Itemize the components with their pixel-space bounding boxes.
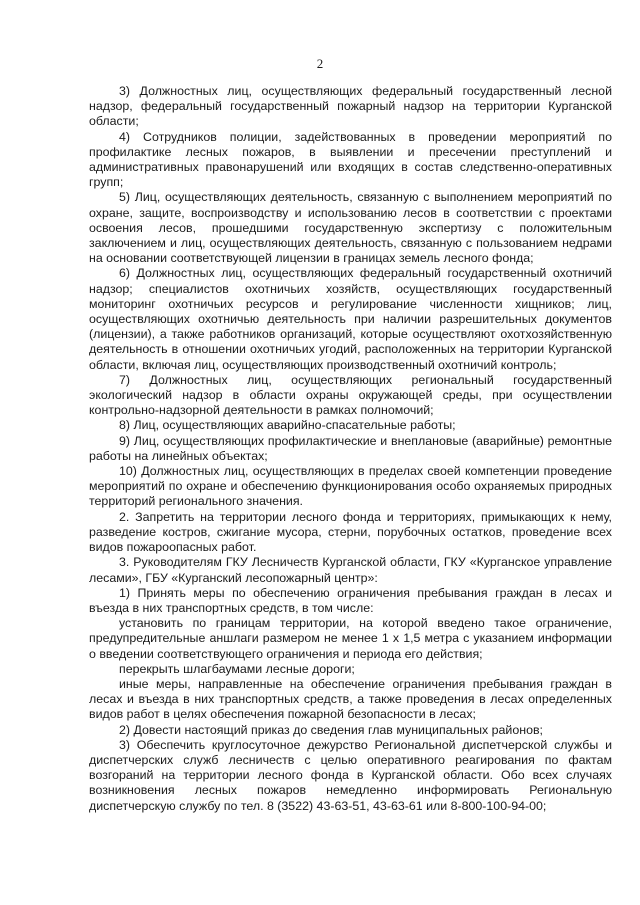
page-number: 2 xyxy=(316,56,324,71)
paragraph-item-6: 6) Должностных лиц, осуществляющих федеральный государственный охотничий надзор; специалистов охотничьих хозяйств, осуществляющих государственный мониторинг охотничьих ресурсов и регулирование численности хищников; лиц, осуществляющих охотничью деятельность при наличии разрешительных документов (лицензии), а также работников организаций, которые осуществляют охотхозяйственную деятельность в отношении охотничьих угодий, расположенных на территории Курганской области, включая лиц, осуществляющих производственный охотничий контроль; xyxy=(89,266,612,372)
paragraph-item-4: 4) Сотрудников полиции, задействованных в проведении мероприятий по профилактике лесных пожаров, в выявлении и пресечении преступлений и административных правонарушений или входящих в состав следственно-оперативных групп; xyxy=(89,129,612,190)
paragraph-item-5: 5) Лиц, осуществляющих деятельность, связанную с выполнением мероприятий по охране, защите, воспроизводству и использованию лесов в соответствии с проектами освоения лесов, прошедшими государственную экспертизу с положительным заключением и лиц, осуществляющих деятельность, связанную с пользованием недрами на основании соответствующей лицензии в границах земель лесного фонда; xyxy=(89,190,612,266)
paragraph-subitem-2: 2) Довести настоящий приказ до сведения глав муниципальных районов; xyxy=(119,722,543,737)
paragraph-measure-signs: установить по границам территории, на которой введено такое ограничение, предупредительные аншлаги размером не менее 1 х 1,5 метра с указанием информации о введении соответствующего ограничения и периода его действия; xyxy=(89,616,612,661)
paragraph-measure-barriers: перекрыть шлагбаумами лесные дороги; xyxy=(119,661,355,676)
paragraph-section-3: 3. Руководителям ГКУ Лесничеств Курганской области, ГКУ «Курганское управление лесами», ГБУ «Курганский лесопожарный центр»: xyxy=(89,555,612,585)
paragraph-item-8: 8) Лиц, осуществляющих аварийно-спасательные работы; xyxy=(119,418,456,433)
document-body xyxy=(89,84,612,814)
paragraph-item-3: 3) Должностных лиц, осуществляющих федеральный государственный лесной надзор, федеральный государственный пожарный надзор на территории Курганской области; xyxy=(89,84,612,129)
paragraph-item-9: 9) Лиц, осуществляющих профилактические и внеплановые (аварийные) ремонтные работы на линейных объектах; xyxy=(89,433,612,463)
paragraph-section-2: 2. Запретить на территории лесного фонда и территориях, примыкающих к нему, разведение костров, сжигание мусора, стерни, порубочных остатков, проведение всех видов пожароопасных работ. xyxy=(89,509,612,555)
paragraph-measure-other: иные меры, направленные на обеспечение ограничения пребывания граждан в лесах и въезда в них транспортных средств, а также проведения в лесах определенных видов работ в целях обеспечения пожарной безопасности в лесах; xyxy=(89,676,612,722)
paragraph-item-7: 7) Должностных лиц, осуществляющих региональный государственный экологический надзор в области охраны окружающей среды, при осуществлении контрольно-надзорной деятельности в рамках полномочий; xyxy=(89,372,612,418)
paragraph-subitem-1: 1) Принять меры по обеспечению ограничения пребывания граждан в лесах и въезда в них транспортных средств, в том числе: xyxy=(89,585,612,615)
paragraph-item-10: 10) Должностных лиц, осуществляющих в пределах своей компетенции проведение мероприятий по охране и обеспечению функционирования особо охраняемых природных территорий регионального значения. xyxy=(89,464,612,509)
paragraph-subitem-3: 3) Обеспечить круглосуточное дежурство Региональной диспетчерской службы и диспетчерских служб лесничеств с целью оперативного реагирования по фактам возгораний на территории лесного фонда в Курганской области. Обо всех случаях возникновения лесных пожаров немедленно информировать Региональную диспетчерскую службу по тел. 8 (3522) 43-63-51, 43-63-61 или 8-800-100-94-00; xyxy=(89,737,612,813)
